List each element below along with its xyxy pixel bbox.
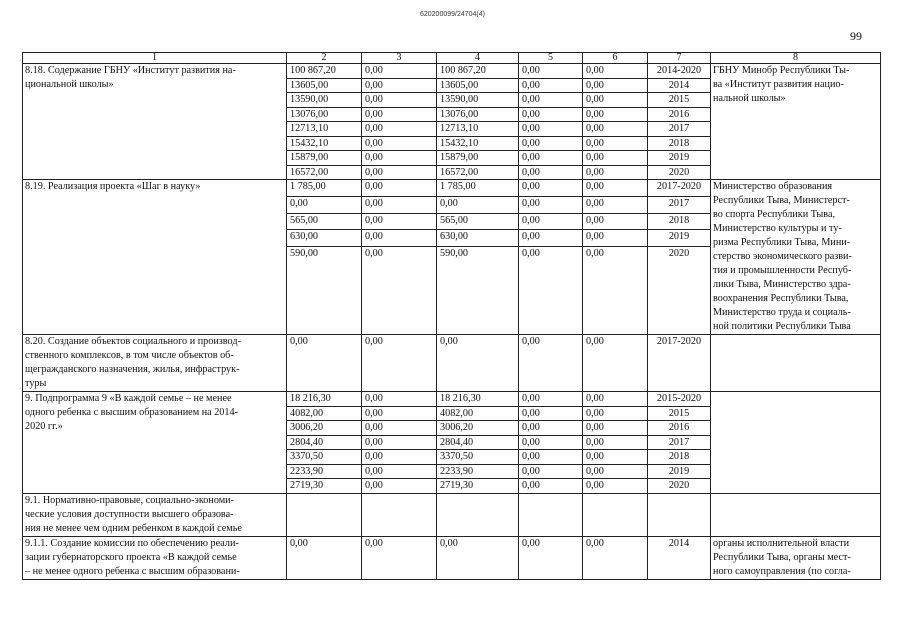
period-cell: 2018 <box>648 450 711 465</box>
republic-budget-cell: 13605,00 <box>437 78 519 93</box>
federal-budget-cell: 0,00 <box>362 180 437 197</box>
column-number-row <box>23 53 881 64</box>
municipal-budget-cell: 0,00 <box>519 464 583 479</box>
period-cell: 2016 <box>648 107 711 122</box>
extrabudgetary-funds-cell: 0,00 <box>583 435 648 450</box>
total-funds-cell: 3370,50 <box>287 450 362 465</box>
activity-name-cell <box>23 180 287 335</box>
activity-name-cell-line: 9.1.1. Создание комиссии по обеспечению реали- <box>25 537 239 549</box>
executor-cell-line: ризма Республики Тыва, Мини- <box>713 237 851 248</box>
table-body <box>23 64 881 580</box>
municipal-budget-cell: 0,00 <box>519 151 583 166</box>
municipal-budget-cell: 0,00 <box>519 107 583 122</box>
federal-budget-cell: 0,00 <box>362 196 437 213</box>
total-funds-cell: 18 216,30 <box>287 392 362 407</box>
federal-budget-cell: 0,00 <box>362 435 437 450</box>
federal-budget-cell: 0,00 <box>362 165 437 180</box>
executor-cell-line: органы исполнительной власти <box>713 537 850 549</box>
table-row <box>23 64 881 79</box>
executor-cell-line: Министерство труда и социаль- <box>713 307 851 318</box>
municipal-budget-cell: 0,00 <box>519 122 583 137</box>
republic-budget-cell: 18 216,30 <box>437 392 519 407</box>
republic-budget-cell: 2233,90 <box>437 464 519 479</box>
federal-budget-cell: 0,00 <box>362 230 437 247</box>
municipal-budget-cell: 0,00 <box>519 421 583 436</box>
republic-budget-cell: 16572,00 <box>437 165 519 180</box>
period-cell: 2020 <box>648 165 711 180</box>
col-header-5: 5 <box>519 53 583 64</box>
activity-name-cell-line: – не менее одного ребенка с высшим образовани- <box>25 565 240 577</box>
executor-cell-line: ной политики Республики Тыва <box>713 321 851 332</box>
executor-cell-line: ва «Институт развития нацио- <box>713 79 844 90</box>
col-header-2: 2 <box>287 53 362 64</box>
page-number: 99 <box>850 29 862 43</box>
total-funds-cell: 12713,10 <box>287 122 362 137</box>
federal-budget-cell: 0,00 <box>362 406 437 421</box>
period-cell: 2017 <box>648 122 711 137</box>
empty-cell <box>437 493 519 536</box>
republic-budget-cell: 3006,20 <box>437 421 519 436</box>
col-header-6: 6 <box>583 53 648 64</box>
federal-budget-cell: 0,00 <box>362 151 437 166</box>
extrabudgetary-funds-cell: 0,00 <box>583 122 648 137</box>
empty-cell <box>583 493 648 536</box>
executor-cell <box>711 392 881 494</box>
republic-budget-cell: 13076,00 <box>437 107 519 122</box>
municipal-budget-cell: 0,00 <box>519 536 583 579</box>
executor-cell <box>711 335 881 392</box>
total-funds-cell: 4082,00 <box>287 406 362 421</box>
col-header-1: 1 <box>23 53 287 64</box>
activity-name-cell-line: 2020 гг.» <box>25 421 63 432</box>
activity-name-cell-line: туры <box>25 378 47 389</box>
executor-cell-line: Республики Тыва, Министерст- <box>713 195 850 206</box>
period-cell: 2016 <box>648 421 711 436</box>
empty-cell <box>362 493 437 536</box>
executor-cell-line: Республики Тыва, органы мест- <box>713 551 851 563</box>
republic-budget-cell: 1 785,00 <box>437 180 519 197</box>
total-funds-cell: 16572,00 <box>287 165 362 180</box>
period-cell: 2017 <box>648 196 711 213</box>
extrabudgetary-funds-cell: 0,00 <box>583 107 648 122</box>
activity-name-cell-line: 8.18. Содержание ГБНУ «Институт развития на- <box>25 65 236 76</box>
table-row <box>23 335 881 392</box>
table-row <box>23 493 881 536</box>
empty-cell <box>648 493 711 536</box>
republic-budget-cell: 2804,40 <box>437 435 519 450</box>
activity-name-cell-line: ственного комплексов, в том числе объектов об- <box>25 350 234 361</box>
total-funds-cell: 13076,00 <box>287 107 362 122</box>
republic-budget-cell: 565,00 <box>437 213 519 230</box>
activity-name-cell <box>23 64 287 180</box>
period-cell: 2018 <box>648 136 711 151</box>
federal-budget-cell: 0,00 <box>362 213 437 230</box>
extrabudgetary-funds-cell: 0,00 <box>583 464 648 479</box>
republic-budget-cell: 3370,50 <box>437 450 519 465</box>
period-cell: 2019 <box>648 230 711 247</box>
municipal-budget-cell: 0,00 <box>519 406 583 421</box>
executor-cell <box>711 536 881 579</box>
activity-name-cell <box>23 536 287 579</box>
total-funds-cell: 13590,00 <box>287 93 362 108</box>
municipal-budget-cell: 0,00 <box>519 392 583 407</box>
executor-cell-line: ГБНУ Минобр Республики Ты- <box>713 65 850 76</box>
extrabudgetary-funds-cell: 0,00 <box>583 196 648 213</box>
extrabudgetary-funds-cell: 0,00 <box>583 421 648 436</box>
activity-name-cell <box>23 493 287 536</box>
period-cell: 2019 <box>648 464 711 479</box>
extrabudgetary-funds-cell: 0,00 <box>583 213 648 230</box>
executor-cell-line: во спорта Республики Тыва, <box>713 209 836 220</box>
activity-name-cell-line: 8.20. Создание объектов социального и производ- <box>25 336 241 347</box>
federal-budget-cell: 0,00 <box>362 335 437 392</box>
col-header-3: 3 <box>362 53 437 64</box>
table-row <box>23 180 881 197</box>
republic-budget-cell: 15879,00 <box>437 151 519 166</box>
period-cell: 2020 <box>648 479 711 494</box>
republic-budget-cell: 590,00 <box>437 247 519 335</box>
municipal-budget-cell: 0,00 <box>519 165 583 180</box>
total-funds-cell: 15879,00 <box>287 151 362 166</box>
republic-budget-cell: 4082,00 <box>437 406 519 421</box>
federal-budget-cell: 0,00 <box>362 122 437 137</box>
extrabudgetary-funds-cell: 0,00 <box>583 479 648 494</box>
total-funds-cell: 0,00 <box>287 536 362 579</box>
executor-cell-line: Министерство образования <box>713 181 833 192</box>
total-funds-cell: 2804,40 <box>287 435 362 450</box>
empty-cell <box>711 493 881 536</box>
period-cell: 2015 <box>648 93 711 108</box>
federal-budget-cell: 0,00 <box>362 136 437 151</box>
period-cell: 2014-2020 <box>648 64 711 79</box>
total-funds-cell: 100 867,20 <box>287 64 362 79</box>
executor-cell-line: лики Тыва, Министерство здра- <box>713 279 851 290</box>
municipal-budget-cell: 0,00 <box>519 435 583 450</box>
total-funds-cell: 2719,30 <box>287 479 362 494</box>
extrabudgetary-funds-cell: 0,00 <box>583 230 648 247</box>
executor-cell-line: ного самоуправления (по согла- <box>713 565 851 577</box>
extrabudgetary-funds-cell: 0,00 <box>583 536 648 579</box>
period-cell: 2017-2020 <box>648 335 711 392</box>
municipal-budget-cell: 0,00 <box>519 64 583 79</box>
federal-budget-cell: 0,00 <box>362 107 437 122</box>
republic-budget-cell: 630,00 <box>437 230 519 247</box>
col-header-7: 7 <box>648 53 711 64</box>
activity-name-cell-line: одного ребенка с высшим образованием на 2014- <box>25 407 238 418</box>
activity-name-cell <box>23 335 287 392</box>
program-table <box>22 52 881 580</box>
activity-name-cell-line: 9.1. Нормативно-правовые, социально-экономи- <box>25 494 235 506</box>
extrabudgetary-funds-cell: 0,00 <box>583 165 648 180</box>
extrabudgetary-funds-cell: 0,00 <box>583 392 648 407</box>
activity-name-cell-line: 9. Подпрограмма 9 «В каждой семье – не менее <box>25 393 232 404</box>
municipal-budget-cell: 0,00 <box>519 93 583 108</box>
extrabudgetary-funds-cell: 0,00 <box>583 93 648 108</box>
executor-cell <box>711 180 881 335</box>
municipal-budget-cell: 0,00 <box>519 247 583 335</box>
activity-name-cell-line: щегражданского назначения, жилья, инфраструк- <box>25 364 240 375</box>
extrabudgetary-funds-cell: 0,00 <box>583 450 648 465</box>
executor-cell-line: Министерство культуры и ту- <box>713 223 842 234</box>
extrabudgetary-funds-cell: 0,00 <box>583 335 648 392</box>
federal-budget-cell: 0,00 <box>362 450 437 465</box>
total-funds-cell: 2233,90 <box>287 464 362 479</box>
extrabudgetary-funds-cell: 0,00 <box>583 247 648 335</box>
municipal-budget-cell: 0,00 <box>519 78 583 93</box>
federal-budget-cell: 0,00 <box>362 536 437 579</box>
extrabudgetary-funds-cell: 0,00 <box>583 180 648 197</box>
total-funds-cell: 590,00 <box>287 247 362 335</box>
extrabudgetary-funds-cell: 0,00 <box>583 136 648 151</box>
extrabudgetary-funds-cell: 0,00 <box>583 78 648 93</box>
activity-name-cell-line: ния не менее чем одним ребенком в каждой семье <box>25 522 242 534</box>
table-row <box>23 392 881 407</box>
period-cell: 2020 <box>648 247 711 335</box>
activity-name-cell-line: 8.19. Реализация проекта «Шаг в науку» <box>25 181 201 192</box>
document-code: 620200099/24704(4) <box>419 11 485 18</box>
total-funds-cell: 1 785,00 <box>287 180 362 197</box>
table-row <box>23 536 881 579</box>
executor-cell-line: тия и промышленности Респуб- <box>713 265 852 276</box>
federal-budget-cell: 0,00 <box>362 421 437 436</box>
federal-budget-cell: 0,00 <box>362 392 437 407</box>
total-funds-cell: 13605,00 <box>287 78 362 93</box>
municipal-budget-cell: 0,00 <box>519 450 583 465</box>
federal-budget-cell: 0,00 <box>362 78 437 93</box>
municipal-budget-cell: 0,00 <box>519 180 583 197</box>
municipal-budget-cell: 0,00 <box>519 479 583 494</box>
municipal-budget-cell: 0,00 <box>519 136 583 151</box>
extrabudgetary-funds-cell: 0,00 <box>583 151 648 166</box>
republic-budget-cell: 2719,30 <box>437 479 519 494</box>
federal-budget-cell: 0,00 <box>362 479 437 494</box>
period-cell: 2017-2020 <box>648 180 711 197</box>
empty-cell <box>519 493 583 536</box>
municipal-budget-cell: 0,00 <box>519 196 583 213</box>
republic-budget-cell: 0,00 <box>437 196 519 213</box>
municipal-budget-cell: 0,00 <box>519 213 583 230</box>
period-cell: 2014 <box>648 536 711 579</box>
period-cell: 2015 <box>648 406 711 421</box>
executor-cell-line: воохранения Республики Тыва, <box>713 293 849 304</box>
federal-budget-cell: 0,00 <box>362 464 437 479</box>
activity-name-cell <box>23 392 287 494</box>
federal-budget-cell: 0,00 <box>362 247 437 335</box>
col-header-8: 8 <box>711 53 881 64</box>
total-funds-cell: 3006,20 <box>287 421 362 436</box>
republic-budget-cell: 0,00 <box>437 335 519 392</box>
activity-name-cell-line: ческие условия доступности высшего образова- <box>25 508 234 520</box>
extrabudgetary-funds-cell: 0,00 <box>583 406 648 421</box>
period-cell: 2017 <box>648 435 711 450</box>
period-cell: 2018 <box>648 213 711 230</box>
federal-budget-cell: 0,00 <box>362 64 437 79</box>
activity-name-cell-line: зации губернаторского проекта «В каждой семье <box>25 551 237 563</box>
total-funds-cell: 565,00 <box>287 213 362 230</box>
period-cell: 2014 <box>648 78 711 93</box>
executor-cell-line: стерство экономического разви- <box>713 251 852 262</box>
executor-cell-line: нальной школы» <box>713 93 786 104</box>
empty-cell <box>287 493 362 536</box>
republic-budget-cell: 100 867,20 <box>437 64 519 79</box>
municipal-budget-cell: 0,00 <box>519 230 583 247</box>
municipal-budget-cell: 0,00 <box>519 335 583 392</box>
republic-budget-cell: 15432,10 <box>437 136 519 151</box>
period-cell: 2019 <box>648 151 711 166</box>
total-funds-cell: 0,00 <box>287 335 362 392</box>
total-funds-cell: 0,00 <box>287 196 362 213</box>
executor-cell <box>711 64 881 180</box>
total-funds-cell: 15432,10 <box>287 136 362 151</box>
total-funds-cell: 630,00 <box>287 230 362 247</box>
republic-budget-cell: 12713,10 <box>437 122 519 137</box>
republic-budget-cell: 13590,00 <box>437 93 519 108</box>
republic-budget-cell: 0,00 <box>437 536 519 579</box>
federal-budget-cell: 0,00 <box>362 93 437 108</box>
col-header-4: 4 <box>437 53 519 64</box>
period-cell: 2015-2020 <box>648 392 711 407</box>
extrabudgetary-funds-cell: 0,00 <box>583 64 648 79</box>
activity-name-cell-line: циональной школы» <box>25 79 114 90</box>
